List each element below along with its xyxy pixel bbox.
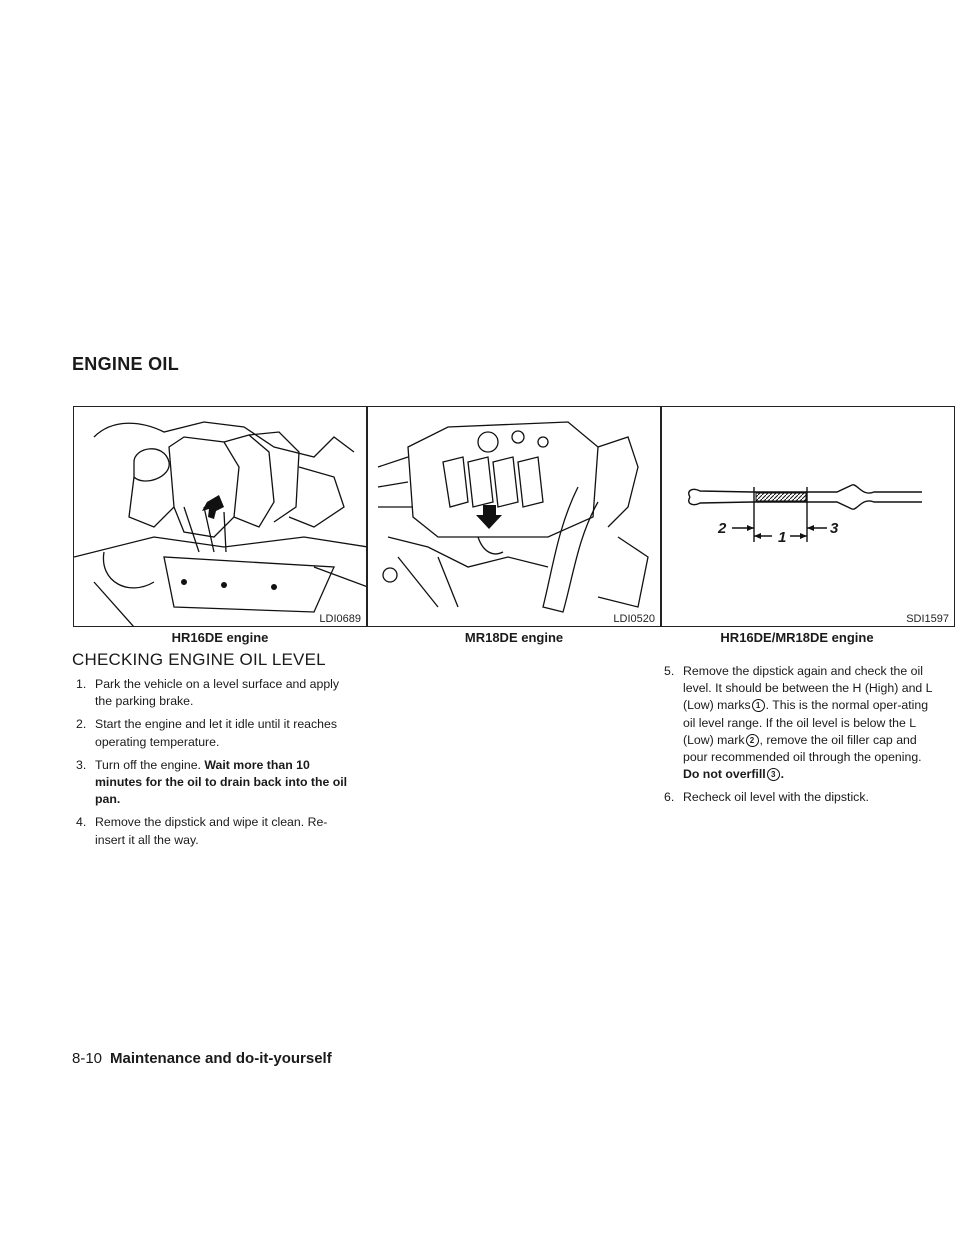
- step-text: Remove the dipstick again and check the oil level. It should be between the H (High) and L (Low) marks: [683, 664, 933, 713]
- step-number: 4.: [76, 815, 87, 830]
- page-footer: [72, 1050, 332, 1067]
- step-end: .: [780, 767, 785, 782]
- figure-code: SDI1597: [906, 613, 949, 625]
- step-text: . This is the normal oper-ating oil level range. If the oil level is below the L (Low) mark: [683, 698, 929, 747]
- dipstick-label-2: 2: [718, 520, 727, 537]
- step-warning: Wait more than 10 minutes for the oil to drain back into the oil pan.: [95, 757, 348, 807]
- figure-code: LDI0689: [319, 613, 361, 625]
- figure-caption: HR16DE engine: [171, 630, 269, 645]
- chapter-title: Maintenance and do-it-yourself: [110, 1050, 332, 1067]
- steps-column-left: [76, 676, 348, 855]
- steps-column-right: [664, 663, 934, 813]
- dipstick-label-1: 1: [778, 529, 787, 546]
- step-warning: Do not overfill: [683, 767, 766, 782]
- step-text: Park the vehicle on a level surface and apply the parking brake.: [95, 677, 340, 709]
- step-number: 2.: [76, 717, 87, 732]
- engine-mr18de-illustration-icon: [368, 407, 661, 627]
- step-2: [76, 716, 348, 750]
- mark-1-icon: 1: [752, 699, 765, 712]
- step-4: [76, 814, 348, 848]
- step-number: 1.: [76, 677, 87, 691]
- section-title: ENGINE OIL: [72, 354, 180, 374]
- page-number: 8-10: [72, 1050, 103, 1067]
- step-5: [664, 663, 934, 783]
- step-text: Remove the dipstick and wipe it clean. Re-insert it all the way.: [95, 815, 328, 847]
- step-number: 5.: [664, 664, 675, 678]
- subheading: CHECKING ENGINE OIL LEVEL: [72, 650, 326, 669]
- step-text: Recheck oil level with the dipstick.: [683, 790, 869, 805]
- step-6: [664, 789, 934, 806]
- step-text: Start the engine and let it idle until it reaches operating temperature.: [95, 717, 337, 749]
- step-number: 3.: [76, 757, 87, 772]
- dipstick-illustration-icon: [662, 407, 934, 627]
- step-number: 6.: [664, 790, 675, 805]
- figure-mr18de-engine: [367, 406, 661, 627]
- engine-hr16de-illustration-icon: [74, 407, 367, 627]
- dipstick-label-3: 3: [830, 520, 839, 537]
- step-1: [76, 676, 348, 710]
- step-3: [76, 757, 348, 809]
- mark-2-icon: 2: [746, 734, 759, 747]
- figure-hr16de-engine: [73, 406, 367, 627]
- step-text: Turn off the engine.: [95, 757, 201, 772]
- step-text: , remove the oil filler cap and pour recommended oil through the opening.: [683, 732, 922, 765]
- figure-caption: MR18DE engine: [464, 630, 564, 645]
- figure-caption: HR16DE/MR18DE engine: [720, 630, 874, 645]
- figure-code: LDI0520: [613, 613, 655, 625]
- mark-3-icon: 3: [767, 768, 780, 781]
- figure-dipstick: [661, 406, 955, 627]
